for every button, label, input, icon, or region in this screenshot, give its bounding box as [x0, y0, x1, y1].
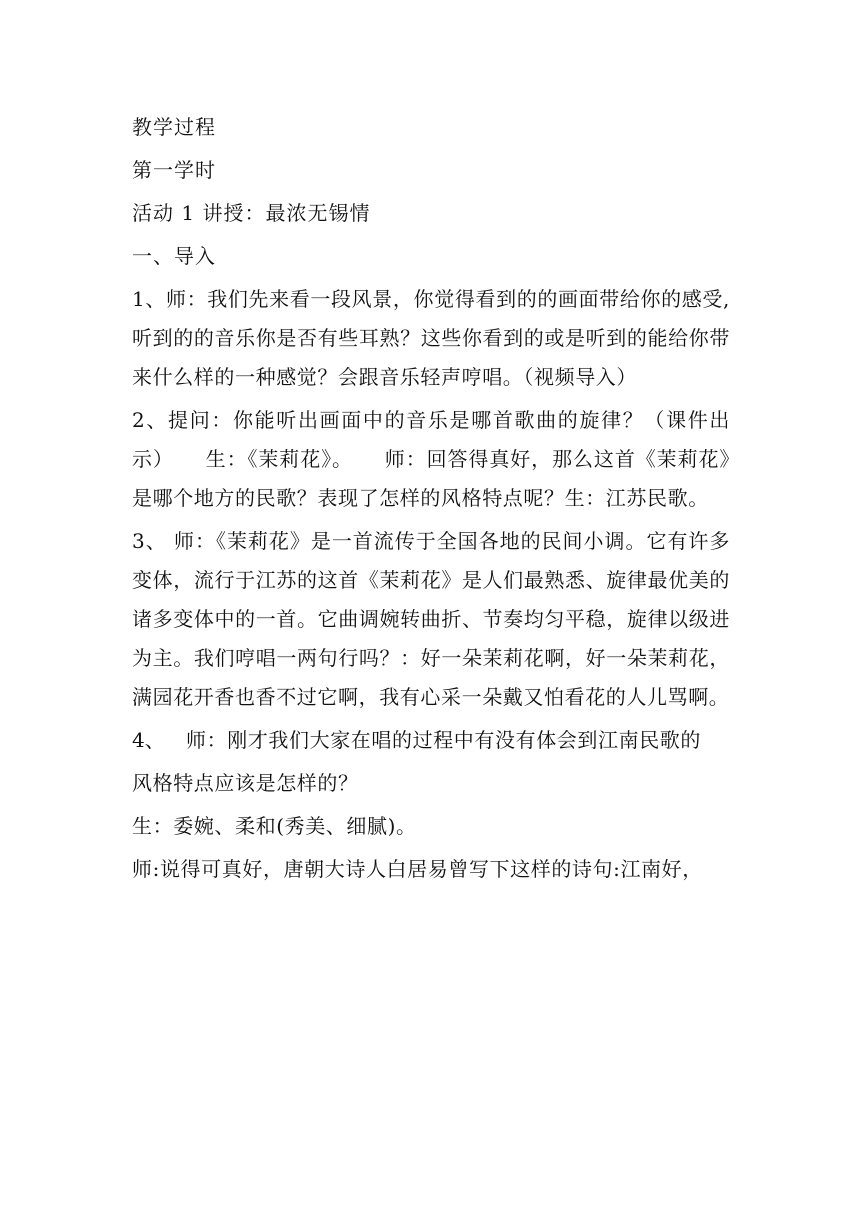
section-title: 教学过程 [132, 115, 216, 139]
paragraph-4-number: 4、 [132, 728, 165, 752]
paragraph-2: 2、提问：你能听出画面中的音乐是哪首歌曲的旋律？（课件出示） 生：《茉莉花》。 师：回答得真好，那么这首《茉莉花》是哪个地方的民歌？表现了怎样的风格特点呢？生：江苏民歌。 [132, 408, 730, 510]
paragraph-3: 3、 师：《茉莉花》是一首流传于全国各地的民间小调。它有许多变体，流行于江苏的这首《茉莉花》是人们最熟悉、旋律最优美的诸多变体中的一首。它曲调婉转曲折、节奏均匀平稳，旋律以级进为主。我们哼唱一两句行吗？：好一朵茉莉花啊，好一朵茉莉花，满园花开香也香不过它啊，我有心采一朵戴又怕看花的人儿骂啊。 [132, 529, 730, 709]
document-body [132, 108, 730, 889]
part-title: 一、导入 [132, 244, 216, 268]
paragraph-4-continuation: 风格特点应该是怎样的？ [132, 771, 359, 795]
paragraph-4 [132, 721, 730, 760]
lesson-title: 第一学时 [132, 158, 216, 182]
paragraph-5: 生：委婉、柔和(秀美、细腻)。 [132, 814, 417, 838]
paragraph-1: 1、师：我们先来看一段风景，你觉得看到的的画面带给你的感受,听到的的音乐你是否有些耳熟？这些你看到的或是听到的能给你带来什么样的一种感觉？会跟音乐轻声哼唱。（视频导入） [132, 287, 730, 389]
paragraph-4-text: 师：刚才我们大家在唱的过程中有没有体会到江南民歌的 [186, 728, 701, 752]
activity-title: 活动 1 讲授：最浓无锡情 [132, 201, 371, 225]
paragraph-6: 师:说得可真好，唐朝大诗人白居易曾写下这样的诗句:江南好， [132, 857, 703, 881]
